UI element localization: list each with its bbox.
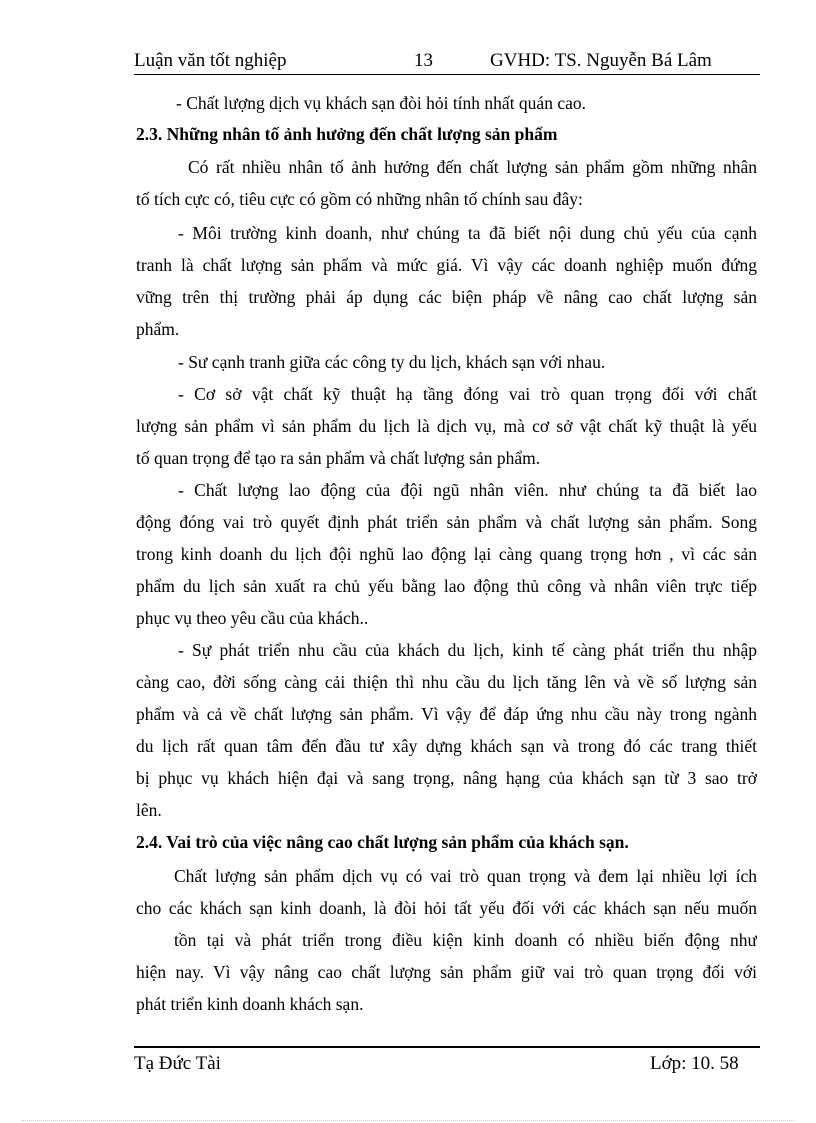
section-heading: 2.3. Những nhân tố ảnh hưởng đến chất lượng sản phẩm: [136, 124, 558, 144]
paragraph-line: phục vụ theo yêu cầu của khách..: [136, 608, 369, 628]
paragraph-line: Chất lượng sản phẩm dịch vụ có vai trò quan trọng và đem lại nhiều lợi ích: [174, 866, 757, 886]
page-number: 13: [414, 50, 433, 71]
footer-author: Tạ Đức Tài: [134, 1053, 221, 1074]
paragraph-line: lượng sản phẩm vì sản phẩm du lịch là dịch vụ, mà cơ sở vật chất kỹ thuật là yếu: [136, 416, 757, 436]
paragraph-line: phẩm.: [136, 319, 180, 339]
paragraph-line: trong kinh doanh du lịch đội nghũ lao động lại càng quang trọng hơn , vì các sản: [136, 544, 757, 564]
paragraph-line: du lịch rất quan tâm đến đầu tư xây dựng khách sạn và trong đó các trang thiết: [136, 736, 757, 756]
paragraph-line: vững trên thị trường phải áp dụng các biện pháp về nâng cao chất lượng sản: [136, 287, 757, 307]
section-heading: 2.4. Vai trò của việc nâng cao chất lượng sản phẩm của khách sạn.: [136, 832, 629, 852]
paragraph-line: càng cao, đời sống càng cải thiện thì nhu cầu du lịch tăng lên và về số lượng sản: [136, 672, 757, 692]
paragraph-line: lên.: [136, 800, 162, 820]
paragraph-line: tố tích cực có, tiêu cực có gồm có những nhân tố chính sau đây:: [136, 189, 583, 209]
paragraph-line: Có rất nhiều nhân tố ảnh hưởng đến chất lượng sản phẩm gồm những nhân: [188, 157, 757, 177]
header-title: Luận văn tốt nghiệp: [134, 50, 287, 71]
paragraph-line: bị phục vụ khách hiện đại và sang trọng, nâng hạng của khách sạn từ 3 sao trở: [136, 768, 757, 788]
paragraph-line: phát triển kinh doanh khách sạn.: [136, 994, 364, 1014]
footer-rule: [134, 1046, 760, 1048]
paragraph-line: phẩm du lịch sản xuất ra chủ yếu bằng lao động thủ công và nhân viên trực tiếp: [136, 576, 757, 596]
paragraph-line: - Môi trường kinh doanh, như chúng ta đã biết nội dung chủ yếu của cạnh: [178, 223, 757, 243]
header-rule: [134, 74, 760, 75]
paragraph-line: - Sư cạnh tranh giữa các công ty du lịch, khách sạn với nhau.: [178, 352, 606, 372]
paragraph-line: - Chất lượng lao động của đội ngũ nhân viên. như chúng ta đã biết lao: [178, 480, 757, 500]
paragraph-line: hiện nay. Vì vậy nâng cao chất lượng sản phẩm giữ vai trò quan trọng đối với: [136, 962, 757, 982]
paragraph-line: - Sự phát triển nhu cầu của khách du lịch, kinh tế càng phát triển thu nhập: [178, 640, 757, 660]
page-boundary: [22, 1120, 794, 1121]
paragraph-line: phẩm và cả về chất lượng sản phẩm. Vì vậy để đáp ứng nhu cầu này trong ngành: [136, 704, 757, 724]
paragraph-line: - Chất lượng dịch vụ khách sạn đòi hỏi tính nhất quán cao.: [176, 93, 586, 113]
paragraph-line: tồn tại và phát triển trong điều kiện kinh doanh có nhiều biến động như: [174, 930, 757, 950]
paragraph-line: tranh là chất lượng sản phẩm và mức giá. Vì vậy các doanh nghiệp muốn đứng: [136, 255, 757, 275]
paragraph-line: động đóng vai trò quyết định phát triển sản phẩm và chất lượng sản phẩm. Song: [136, 512, 757, 532]
header-advisor: GVHD: TS. Nguyễn Bá Lâm: [490, 50, 712, 71]
paragraph-line: - Cơ sở vật chất kỹ thuật hạ tầng đóng vai trò quan trọng đối với chất: [178, 384, 757, 404]
paragraph-line: cho các khách sạn kinh doanh, là đòi hỏi tất yếu đối với các khách sạn nếu muốn: [136, 898, 757, 918]
footer-class: Lớp: 10. 58: [650, 1053, 739, 1074]
paragraph-line: tố quan trọng để tạo ra sản phẩm và chất lượng sản phẩm.: [136, 448, 541, 468]
